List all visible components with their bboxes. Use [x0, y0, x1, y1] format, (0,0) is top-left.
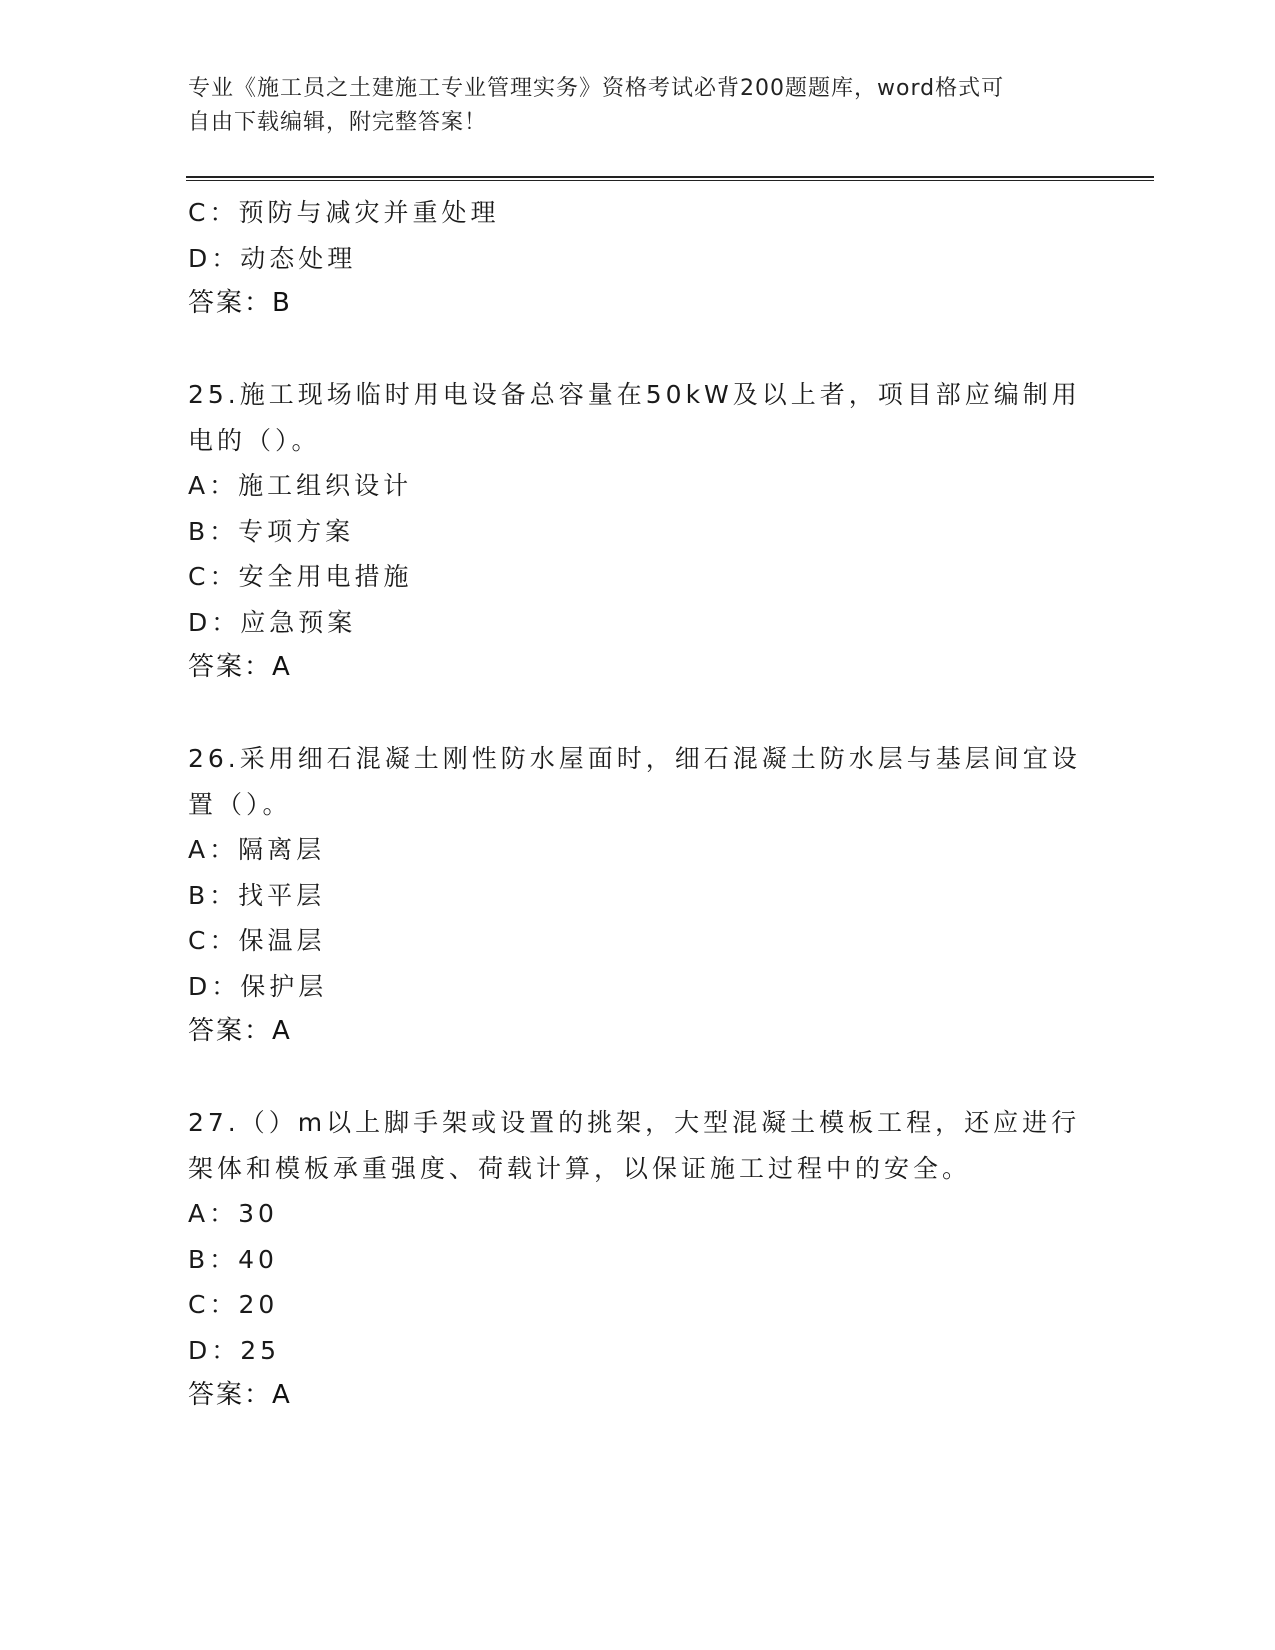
question-text: 27.（）m以上脚手架或设置的挑架，大型混凝土模板工程，还应进行	[188, 1108, 1081, 1137]
option-c: C：安全用电措施	[188, 562, 413, 591]
question-text: 置（）。	[188, 789, 292, 819]
option-b: B：专项方案	[188, 516, 355, 546]
answer: 答案：A	[188, 1380, 292, 1410]
option-a: A：施工组织设计	[188, 471, 413, 500]
option-b: B：40	[188, 1244, 278, 1274]
option-d: D：保护层	[188, 971, 328, 1001]
answer: 答案：A	[188, 652, 292, 682]
spacer	[188, 691, 1088, 737]
document-header	[188, 72, 1068, 140]
spacer	[188, 1055, 1088, 1101]
option-d: D：25	[188, 1335, 281, 1365]
header-divider	[186, 176, 1154, 181]
option-d: D：应急预案	[188, 607, 357, 637]
question-text: 25.施工现场临时用电设备总容量在50kW及以上者，项目部应编制用	[188, 380, 1081, 409]
question-text: 电的（）。	[188, 425, 321, 455]
answer: 答案：A	[188, 1016, 292, 1046]
header-line-1: 专业《施工员之土建施工专业管理实务》资格考试必背200题题库，word格式可	[188, 76, 1005, 101]
option-c: C：保温层	[188, 926, 326, 955]
spacer	[188, 327, 1088, 373]
answer: 答案：B	[188, 288, 292, 318]
option-b: B：找平层	[188, 880, 326, 910]
option-c: C：20	[188, 1290, 279, 1319]
option-a: A：隔离层	[188, 835, 326, 864]
option-c: C：预防与减灾并重处理	[188, 198, 500, 227]
option-a: A：30	[188, 1199, 278, 1228]
question-list	[188, 190, 1088, 1419]
question-text: 架体和模板承重强度、荷载计算，以保证施工过程中的安全。	[188, 1153, 972, 1183]
header-line-2: 自由下载编辑，附完整答案！	[188, 110, 488, 135]
question-text: 26.采用细石混凝土刚性防水屋面时，细石混凝土防水层与基层间宜设	[188, 744, 1081, 773]
option-d: D：动态处理	[188, 243, 357, 273]
